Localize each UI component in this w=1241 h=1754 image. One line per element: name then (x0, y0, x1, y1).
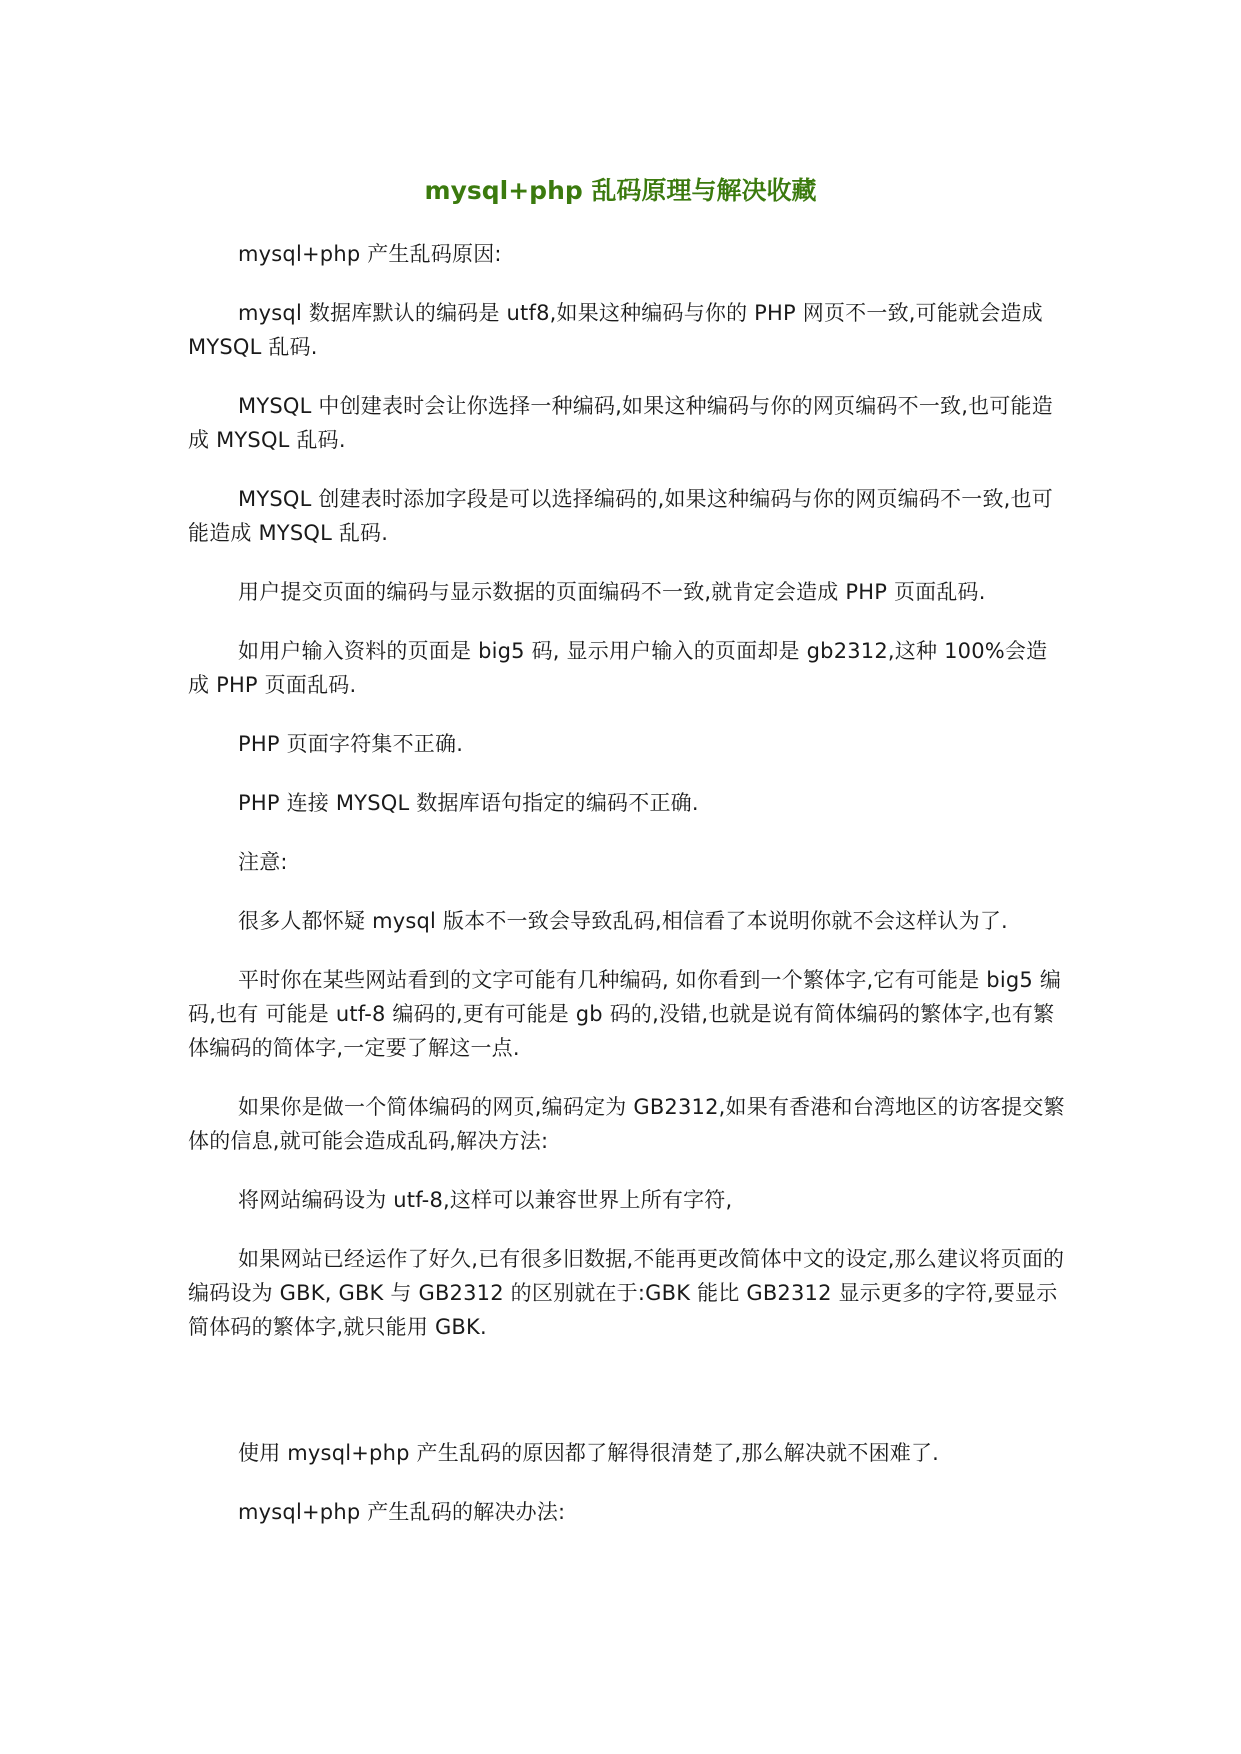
paragraph: mysql 数据库默认的编码是 utf8,如果这种编码与你的 PHP 网页不一致,可能就会造成 MYSQL 乱码. (188, 301, 1043, 359)
document-body (188, 237, 1068, 1554)
document-title: mysql+php 乱码原理与解决收藏 (424, 176, 817, 205)
paragraph: 很多人都怀疑 mysql 版本不一致会导致乱码,相信看了本说明你就不会这样认为了. (238, 909, 1008, 933)
paragraph-solutions-heading: mysql+php 产生乱码的解决办法: (238, 1500, 566, 1524)
paragraph: 用户提交页面的编码与显示数据的页面编码不一致,就肯定会造成 PHP 页面乱码. (238, 580, 986, 604)
paragraph: MYSQL 中创建表时会让你选择一种编码,如果这种编码与你的网页编码不一致,也可能造成 MYSQL 乱码. (188, 394, 1053, 452)
paragraph: 平时你在某些网站看到的文字可能有几种编码, 如你看到一个繁体字,它有可能是 big5 编码,也有 可能是 utf-8 编码的,更有可能是 gb 码的,没错,也就是说有简体编码的繁体字,也有繁体编码的简体字,一定要了解这一点. (188, 968, 1062, 1060)
paragraph: 如果网站已经运作了好久,已有很多旧数据,不能再更改简体中文的设定,那么建议将页面的编码设为 GBK, GBK 与 GB2312 的区别就在于:GBK 能比 GB2312 显示更多的字符,要显示简体码的繁体字,就只能用 GBK. (188, 1247, 1065, 1339)
paragraph: PHP 页面字符集不正确. (238, 732, 464, 756)
paragraph-note-heading: 注意: (238, 850, 288, 874)
paragraph: 将网站编码设为 utf-8,这样可以兼容世界上所有字符, (238, 1188, 733, 1212)
paragraph: PHP 连接 MYSQL 数据库语句指定的编码不正确. (238, 791, 699, 815)
paragraph: 如用户输入资料的页面是 big5 码, 显示用户输入的页面却是 gb2312,这种 100%会造成 PHP 页面乱码. (188, 639, 1048, 697)
paragraph: 如果你是做一个简体编码的网页,编码定为 GB2312,如果有香港和台湾地区的访客提交繁体的信息,就可能会造成乱码,解决方法: (188, 1095, 1065, 1153)
paragraph: 使用 mysql+php 产生乱码的原因都了解得很清楚了,那么解决就不困难了. (238, 1441, 940, 1465)
paragraph: MYSQL 创建表时添加字段是可以选择编码的,如果这种编码与你的网页编码不一致,也可能造成 MYSQL 乱码. (188, 487, 1053, 545)
paragraph: mysql+php 产生乱码原因: (238, 242, 502, 266)
